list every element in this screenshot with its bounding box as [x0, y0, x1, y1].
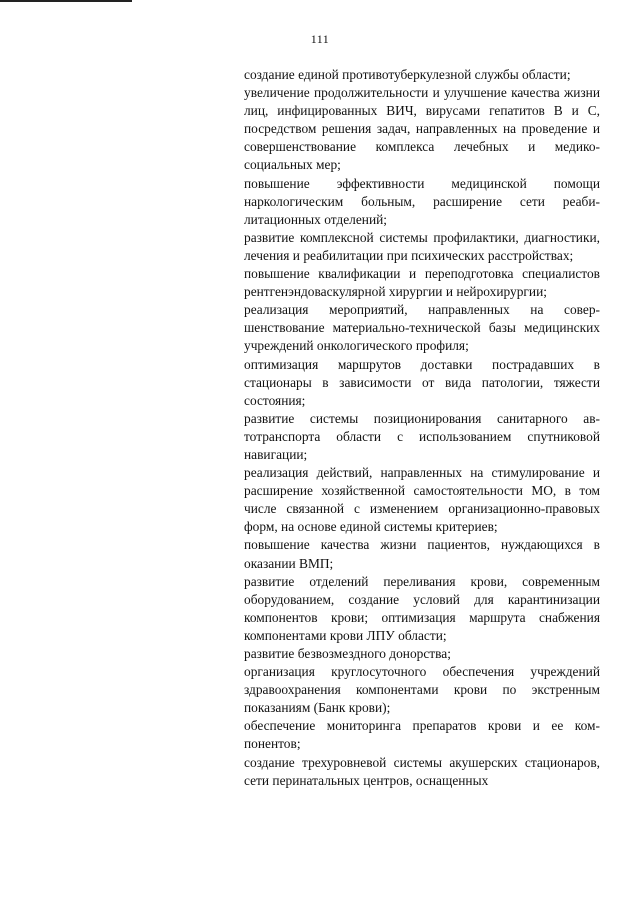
top-left-rule	[0, 0, 132, 2]
page-number: 111	[310, 32, 330, 46]
list-item: оптимизация маршрутов доставки пострадавших в стационары в зависимости от вида патологии, тяжести состояния;	[244, 356, 600, 408]
list-item: реализация мероприятий, направленных на совершенствование материально-технической базы медицинских учреждений онкологического профиля;	[244, 302, 600, 354]
list-item: создание единой противотуберкулезной службы области;	[244, 67, 571, 82]
list-item: развитие системы позиционирования санитарного автотранспорта области с использованием спутниковой навигации;	[244, 410, 600, 462]
list-item: организация круглосуточного обеспечения учреждений здравоохранения компонентами крови по экстренным показаниям (Банк крови);	[244, 664, 600, 716]
list-item: повышение квалификации и переподготовка специалистов рентгенэндоваскулярной хирургии и нейрохирургии;	[244, 266, 600, 300]
text-column	[244, 66, 600, 790]
list-item: повышение качества жизни пациентов, нуждающихся в оказании ВМП;	[244, 537, 600, 571]
list-item: развитие отделений переливания крови, современным оборудованием, создание условий для карантинизации компонентов крови; оптимизация маршрута снабжения компонентами крови ЛПУ области;	[244, 573, 600, 643]
list-item: повышение эффективности медицинской помощи наркологическим больным, расширение сети реабилитационных отделений;	[244, 175, 600, 227]
list-item: реализация действий, направленных на стимулирование и расширение хозяйственной самостоятельности МО, в том числе связанной с изменением организационно-правовых форм, на основе единой системы критериев;	[244, 465, 600, 535]
list-item: увеличение продолжительности и улучшение качества жизни лиц, инфицированных ВИЧ, вирусами гепатитов В и С, посредством решения задач, направленных на проведение и совершенствование комплекса лечебных и медико-социальных мер;	[244, 85, 600, 173]
list-item: создание трехуровневой системы акушерских стационаров, сети перинатальных центров, оснащенных	[244, 754, 600, 788]
list-item: обеспечение мониторинга препаратов крови и ее компонентов;	[244, 718, 600, 752]
list-item: развитие безвозмездного донорства;	[244, 646, 451, 661]
list-item: развитие комплексной системы профилактики, диагностики, лечения и реабилитации при психических расстройствах;	[244, 229, 600, 263]
